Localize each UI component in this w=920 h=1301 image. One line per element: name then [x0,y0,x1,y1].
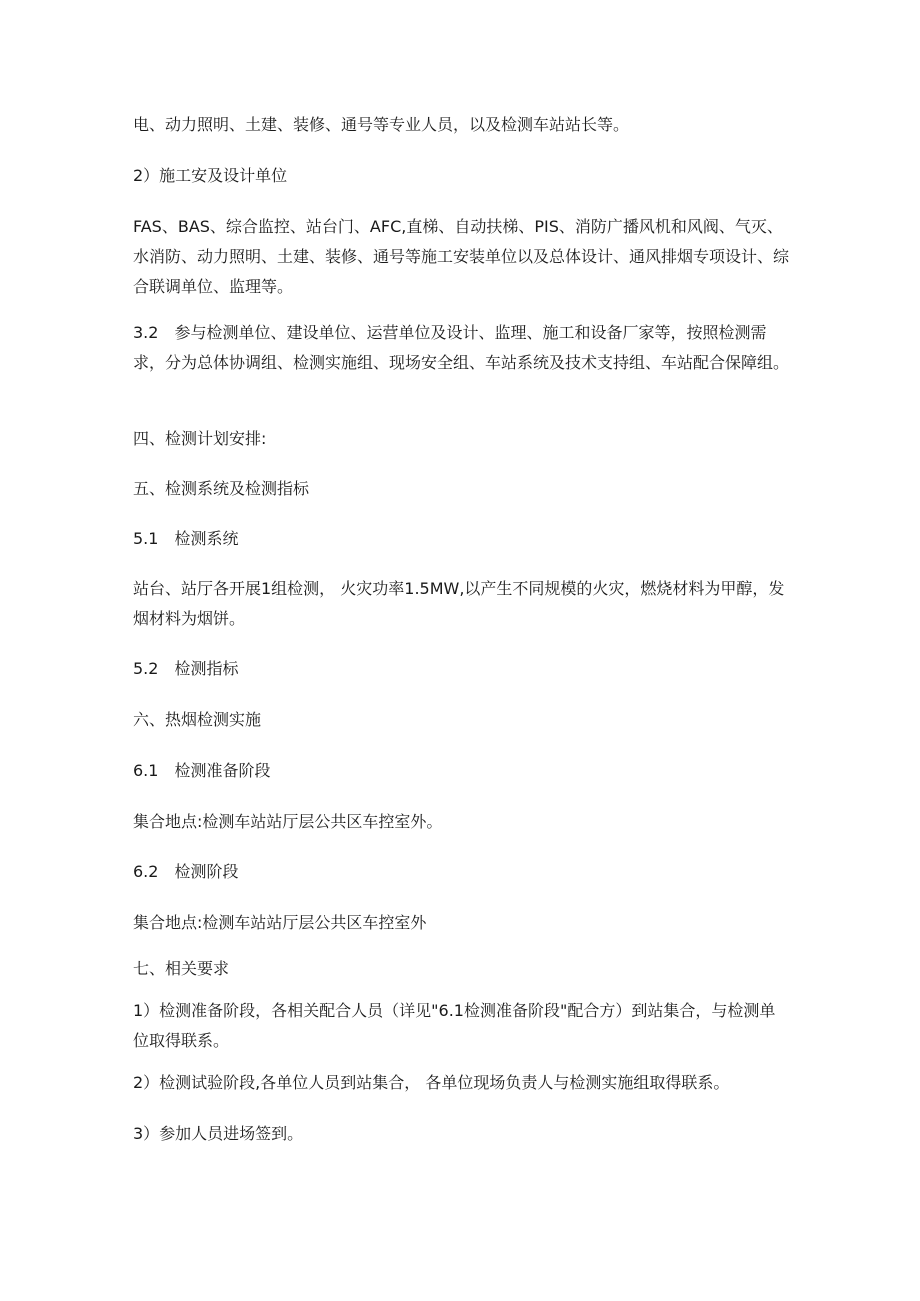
heading-section-4: 四、检测计划安排: [133,429,267,448]
paragraph-section-3-2: 3.2 参与检测单位、建设单位、运营单位及设计、监理、施工和设备厂家等，按照检测需求，分为总体协调组、检测实施组、现场安全组、车站系统及技术支持组、车站配合保障组。 [133,323,790,372]
heading-section-5: 五、检测系统及检测指标 [133,479,310,498]
paragraph-requirement-1: 1）检测准备阶段，各相关配合人员（详见"6.1检测准备阶段"配合方）到站集合，与检测单位取得联系。 [133,1001,776,1050]
heading-section-6-1: 6.1 检测准备阶段 [133,761,271,780]
heading-section-5-1: 5.1 检测系统 [133,529,239,548]
paragraph-detection-system: 站台、站厅各开展1组检测， 火灾功率1.5MW,以产生不同规模的火灾，燃烧材料为甲醇，发烟材料为烟饼。 [133,579,785,628]
paragraph-staff-list-continued: 电、动力照明、土建、装修、通号等专业人员，以及检测车站站长等。 [133,115,630,134]
heading-section-7: 七、相关要求 [133,959,230,978]
paragraph-requirement-2: 2）检测试验阶段,各单位人员到站集合， 各单位现场负责人与检测实施组取得联系。 [133,1073,730,1092]
paragraph-installation-units-list: FAS、BAS、综合监控、站台门、AFC,直梯、自动扶梯、PIS、消防广播风机和风阀、气灭、水消防、动力照明、土建、装修、通号等施工安装单位以及总体设计、通风排烟专项设计、综合联调单位、监理等。 [133,217,790,296]
paragraph-assembly-location-2: 集合地点:检测车站站厅层公共区车控室外 [133,913,427,932]
paragraph-assembly-location-1: 集合地点:检测车站站厅层公共区车控室外。 [133,812,443,831]
heading-section-6-2: 6.2 检测阶段 [133,862,239,881]
heading-section-5-2: 5.2 检测指标 [133,659,239,678]
heading-section-6: 六、热烟检测实施 [133,710,262,729]
paragraph-requirement-3: 3）参加人员进场签到。 [133,1124,304,1143]
paragraph-construction-design-units: 2）施工安及设计单位 [133,166,288,185]
